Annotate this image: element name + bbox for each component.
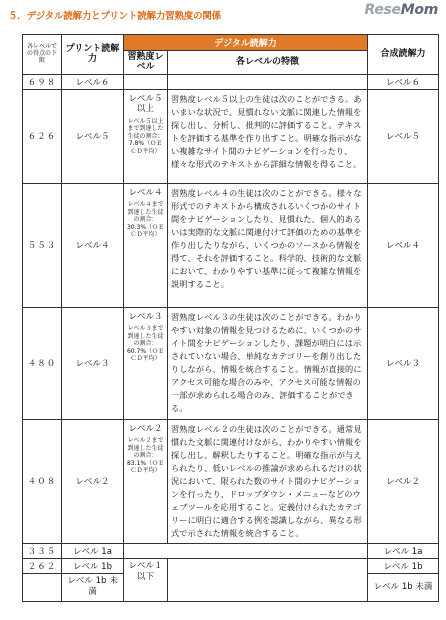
row-score: ４８０	[23, 307, 62, 419]
row-print: レベル 1b	[62, 558, 124, 573]
row-combined: レベル 1a	[368, 543, 439, 558]
row-print: レベル４	[62, 183, 124, 307]
row-score	[23, 573, 62, 601]
row-desc: 習熟度レベル３の生徒は次のことができる。わかりやすい対象の情報を見つけるために、いくつかのサイト間をナビゲーションしたり、課題が明白には示されていない場合、単純なカテゴリーを創り出したりしながら、情報を統合すること。情報が直接的にアクセス可能な場合のみや、アクセス可能な情報の一部が求められる場合のみ、評価することができる。	[168, 307, 368, 419]
row-combined: レベル５	[368, 89, 439, 183]
row-combined: レベル 1b	[368, 558, 439, 573]
digital-level: レベル５以上	[128, 93, 163, 115]
header-print: プリント読解力	[62, 35, 124, 75]
row-digital	[124, 74, 168, 89]
digital-note: レベル４まで到達した生徒の割合：30.3%（ＯＥＣＤ平均）	[126, 201, 165, 239]
digital-note: レベル２まで到達した生徒の割合：83.1%（ＯＥＣＤ平均）	[126, 437, 165, 475]
row-digital	[124, 183, 168, 307]
row-print: レベル 1a	[62, 543, 124, 558]
row-print: レベル２	[62, 419, 124, 543]
row-print: レベル６	[62, 74, 124, 89]
row-desc	[168, 74, 368, 89]
row-combined: レベル４	[368, 183, 439, 307]
row-desc: 習熟度レベル５以上の生徒は次のことができる。あいまいな状況で、見慣れない文脈に関連した情報を探し出し、分析し、批判的に評価すること。テキストを評価する基準を作り出すこと。明確な指示がない複雑なサイト間のナビゲーションを行ったり、様々な形式のテキストから詳細な情報を得ること。	[168, 89, 368, 183]
row-print: レベル３	[62, 307, 124, 419]
row-score: ４０８	[23, 419, 62, 543]
row-combined: レベル２	[368, 419, 439, 543]
literacy-table	[22, 34, 439, 602]
row-combined: レベル６	[368, 74, 439, 89]
row-digital	[124, 89, 168, 183]
page-title: ５．デジタル読解力とプリント読解力習熟度の関係	[8, 11, 221, 22]
row-digital-low: レベル１以下	[124, 558, 168, 601]
header-digital-group: デジタル読解力	[124, 35, 368, 51]
watermark-logo	[365, 2, 438, 18]
digital-note: レベル３まで到達した生徒の割合：60.7%（ＯＥＣＤ平均）	[126, 325, 165, 363]
row-digital	[124, 307, 168, 419]
row-digital-empty	[124, 543, 368, 558]
header-score: 各レベルでの得点の下限	[23, 35, 62, 75]
digital-level: レベル３	[128, 311, 163, 322]
row-score: ２６２	[23, 558, 62, 573]
row-combined: レベル３	[368, 307, 439, 419]
digital-note: レベル５以上まで到達した生徒の割合：7.8%（ＯＥＣＤ平均）	[127, 117, 164, 155]
row-score: ５５３	[23, 183, 62, 307]
row-desc: 習熟度レベル４の生徒は次のことができる。様々な形式でのテキストから構成されるいくつかのサイト間をナビゲーションしたり、見慣れた、個人的あるいは実際的な文脈に関連付けて評価のための基準を作り出したりながら、いくつかのソースから情報を得て、それを評価すること。科学的、技術的な文脈において、わかりやすい基準に従って複雑な情報を説明すること。	[168, 183, 368, 307]
watermark-part-b: Mom	[400, 2, 438, 18]
header-combined: 合成読解力	[368, 35, 439, 75]
row-score: ３３５	[23, 543, 62, 558]
header-features: 各レベルの特徴	[168, 51, 368, 75]
watermark-part-a: Rese	[364, 2, 401, 18]
row-score: ６２６	[23, 89, 62, 183]
row-desc-empty	[168, 558, 368, 601]
row-score: ６９８	[23, 74, 62, 89]
row-combined: レベル 1b 未満	[368, 573, 439, 601]
digital-level: レベル２	[128, 423, 163, 434]
row-print: レベル５	[62, 89, 124, 183]
row-desc: 習熟度レベル２の生徒は次のことができる。通常見慣れた文脈に関連付けながら、わかりやすい情報を探し出し、解釈したりすること。明確な指示が与えられたり、低いレベルの推論が求められるだけの状況において、限られた数のサイト間のナビゲーションを行ったり、ドロップダウン・メニューなどのウェブツールを応用すること。定義付けられたカテゴリーに明白に適合する例を認識しながら、異なる形式で示された情報を統合すること。	[168, 419, 368, 543]
row-print: レベル 1b 未満	[62, 573, 124, 601]
digital-level: レベル４	[128, 187, 163, 198]
row-digital	[124, 419, 168, 543]
header-level: 習熟度レベル	[124, 51, 168, 75]
